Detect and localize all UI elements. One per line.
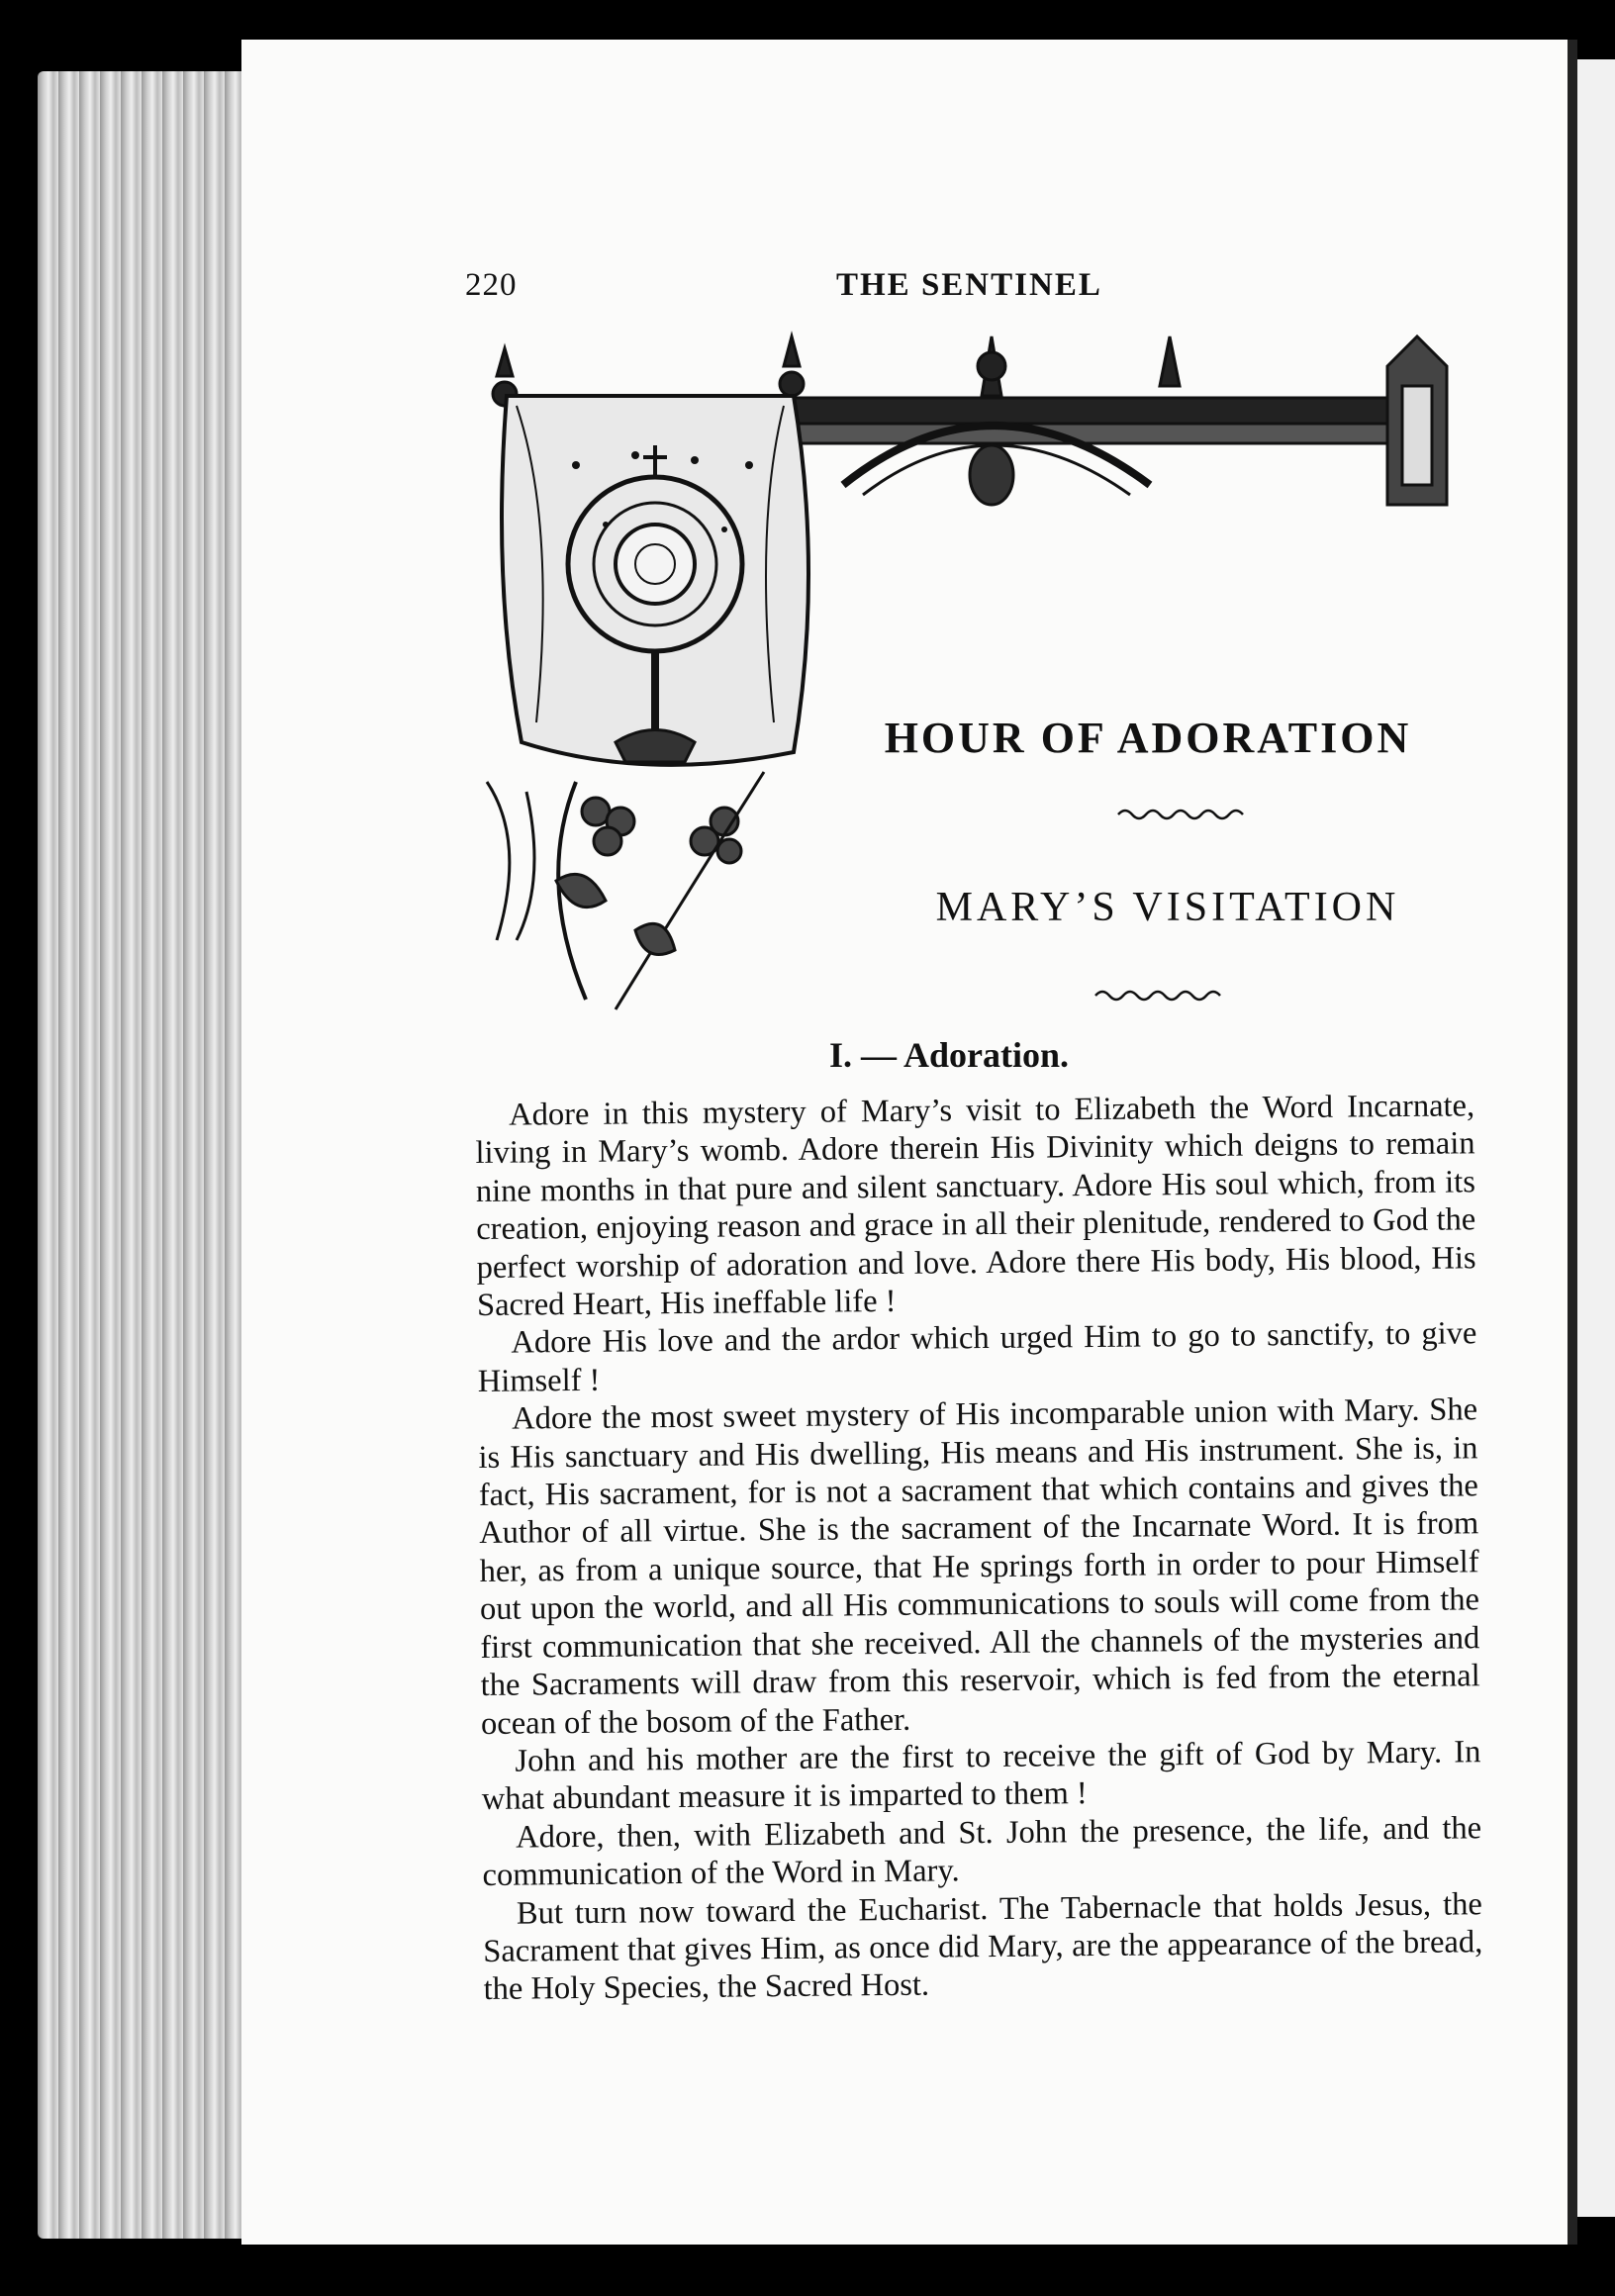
book-page-edges — [38, 71, 241, 2239]
subtitle: MARY’S VISITATION — [935, 885, 1400, 930]
body-text — [475, 1087, 1483, 2008]
monstrance-canopy-illustration-icon — [467, 327, 1467, 1049]
running-head: THE SENTINEL — [836, 267, 1102, 303]
paragraph: Adore in this mystery of Mary’s visit to Elizabeth the Word Incarnate, living in Mary’s womb. Adore therein His Divinity which deigns to remain nine months in that pure and silent sanctuary. Adore His soul which, from its creation, enjoying reason and grace in all their plenitude, rendered to God the perfect worship of adoration and love. Adore there His body, His blood, His Sacred Heart, His ineffable life ! — [475, 1088, 1476, 1324]
wavy-rule-divider — [1116, 807, 1245, 822]
wavy-rule-divider — [1093, 988, 1222, 1004]
paragraph: But turn now toward the Eucharist. The Tabernacle that holds Jesus, the Sacrament that gives Him, as once did Mary, are the appearance of the bread, the Holy Species, the Sacred Host. — [483, 1885, 1483, 2008]
paragraph: Adore the most sweet mystery of His incomparable union with Mary. She is His sanctuary and His dwelling, His means and His instrument. She is, in fact, His sacrament, for is not a sacrament that which contains and gives the Author of all virtue. She is the sacrament of the Incarnate Word. It is from her, as from a unique source, that He springs forth in order to pour Himself out upon the world, and all His communications to souls will come from the first communication that she received. All the channels of the mysteries and the Sacraments will draw from this reservoir, which is fed from the eternal ocean of the bosom of the Father. — [478, 1391, 1480, 1742]
part-heading: I. — Adoration. — [829, 1035, 1070, 1075]
vines-and-grapes — [556, 772, 764, 1009]
page-number: 220 — [465, 267, 518, 303]
finial-middle — [780, 336, 804, 396]
wheat-sheaf — [487, 782, 534, 940]
finial-right — [1160, 336, 1180, 386]
section-title: HOUR OF ADORATION — [884, 714, 1412, 762]
arch-medallion — [970, 445, 1013, 505]
finial-crest — [978, 336, 1005, 396]
paragraph: John and his mother are the first to receive the gift of God by Mary. In what abundant measure it is imparted to them ! — [481, 1734, 1481, 1818]
paragraph: Adore, then, with Elizabeth and St. John the presence, the life, and the communication of the Word in Mary. — [482, 1809, 1482, 1894]
adjacent-page-strip — [1577, 59, 1615, 2217]
paragraph: Adore His love and the ardor which urged Him to go to sanctify, to give Himself ! — [477, 1315, 1477, 1399]
page-gutter-shadow — [1568, 40, 1577, 2245]
